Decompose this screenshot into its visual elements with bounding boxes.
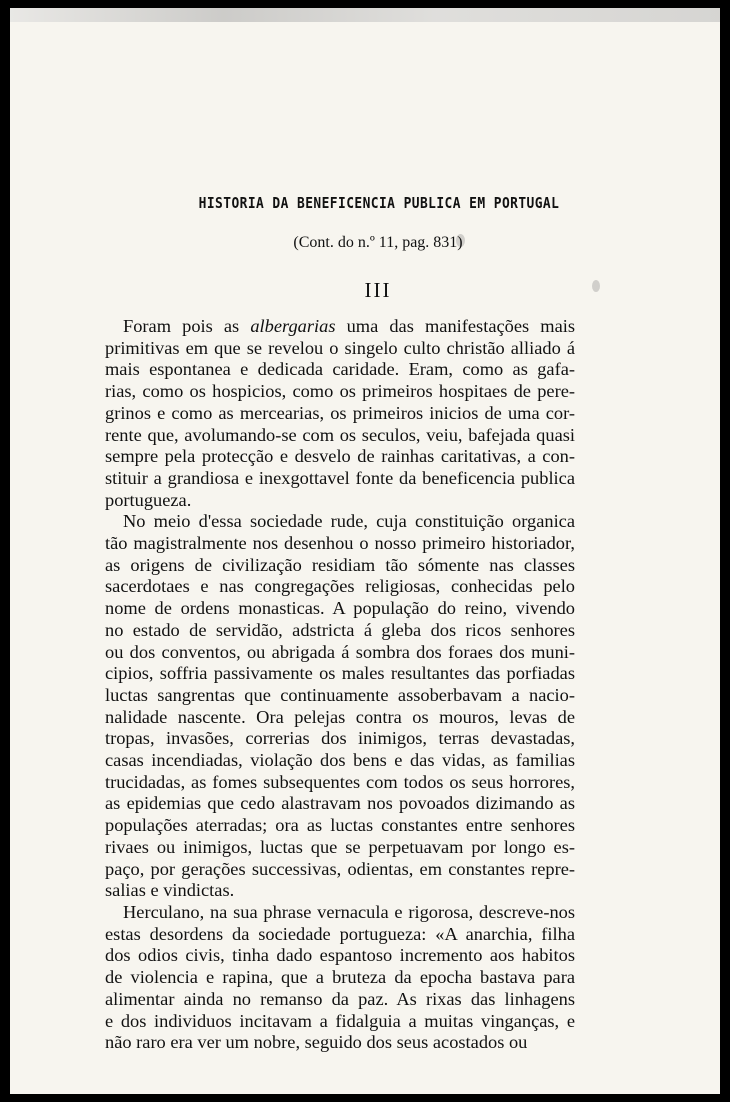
text-segment: no estado de servidão, adstricta á gleba dos ricos senhores — [105, 619, 575, 640]
section-number: III — [364, 278, 392, 302]
text-line — [105, 945, 575, 967]
text-line — [105, 924, 575, 946]
text-line — [105, 381, 575, 403]
text-line — [105, 446, 575, 468]
text-line — [105, 837, 575, 859]
text-line — [105, 1011, 575, 1033]
text-line — [105, 902, 575, 924]
text-line — [105, 793, 575, 815]
text-segment: uma das manifestações mais — [335, 316, 575, 336]
text-segment: nome de ordens monasticas. A população do reino, vivendo — [105, 598, 575, 619]
text-segment: luctas sangrentas que continuamente assoberbavam a nacio- — [105, 684, 575, 705]
text-line — [105, 555, 575, 577]
text-line — [105, 815, 575, 837]
text-segment: nalidade nascente. Ora pelejas contra os mouros, levas de — [105, 706, 575, 727]
article-title: HISTORIA DA BENEFICENCIA PUBLICA EM PORTUGAL — [198, 194, 560, 212]
text-segment: portugueza. — [105, 489, 192, 510]
text-segment: Herculano, na sua phrase vernacula e rigorosa, descreve-nos — [123, 901, 575, 922]
text-segment: rias, como os hospicios, como os primeiros hospitaes de pere- — [105, 381, 575, 402]
document-page — [10, 8, 720, 1094]
text-segment: rivaes ou inimigos, luctas que se perpetuavam por longo es- — [105, 836, 575, 857]
text-segment: salias e vindictas. — [105, 880, 235, 901]
text-line — [105, 620, 575, 642]
text-line — [105, 316, 575, 338]
text-segment: e dos individuos incitavam a fidalguia a muitas vinganças, e — [105, 1010, 575, 1031]
text-line — [105, 880, 575, 902]
text-segment: alimentar ainda no remanso da paz. As rixas das linhagens — [105, 988, 575, 1009]
text-segment: albergarias — [250, 316, 336, 336]
text-line — [105, 490, 575, 512]
text-line — [105, 425, 575, 447]
text-segment: stituir a grandiosa e inexgottavel fonte da beneficencia publica — [105, 467, 575, 488]
text-segment: rente que, avolumando-se com os seculos, veiu, bafejada quasi — [105, 424, 575, 445]
text-line — [105, 859, 575, 881]
text-segment: estas desordens da sociedade portugueza: «A anarchia, filha — [105, 923, 575, 944]
text-segment: não raro era ver um nobre, seguido dos seus acostados ou — [105, 1032, 528, 1053]
text-line — [105, 663, 575, 685]
text-segment: de violencia e rapina, que a bruteza da epocha bastava para — [105, 967, 575, 988]
text-line — [105, 468, 575, 490]
text-segment: casas incendiadas, violação dos bens e das vidas, as familias — [105, 750, 575, 771]
text-line — [105, 989, 575, 1011]
text-segment: paço, por gerações successivas, odientas, em constantes repre- — [105, 858, 575, 879]
text-segment: as origens de civilização residiam tão sómente nas classes — [105, 554, 575, 575]
text-segment: ou dos conventos, ou abrigada á sombra dos foraes dos muni- — [105, 641, 575, 662]
text-segment: as epidemias que cedo alastravam nos povoados dizimando as — [105, 793, 575, 814]
text-segment: populações aterradas; ora as luctas constantes entre senhores — [105, 815, 575, 836]
text-line — [105, 1032, 575, 1054]
text-line — [105, 967, 575, 989]
text-segment: No meio d'essa sociedade rude, cuja constituição organica — [123, 511, 575, 532]
text-line — [105, 576, 575, 598]
scan-edge — [10, 8, 720, 22]
text-line — [105, 685, 575, 707]
text-line — [105, 338, 575, 360]
text-segment: mais espontanea e dedicada caridade. Eram, como as gafa- — [105, 359, 575, 380]
text-line — [105, 772, 575, 794]
text-segment: sacerdotaes e nas congregações religiosas, conhecidas pelo — [105, 576, 575, 597]
text-segment: grinos e como as mercearias, os primeiros inicios de uma cor- — [105, 402, 575, 423]
text-segment: Foram pois as — [123, 316, 251, 336]
text-segment: cipios, soffria passivamente os males resultantes das porfiadas — [105, 663, 575, 684]
text-segment: tropas, invasões, correrias dos inimigos, terras devastadas, — [105, 728, 575, 749]
text-line — [105, 728, 575, 750]
text-line — [105, 707, 575, 729]
text-line — [105, 533, 575, 555]
article-body — [105, 316, 575, 1054]
text-line — [105, 642, 575, 664]
text-line — [105, 359, 575, 381]
continuation-note: (Cont. do n.º 11, pag. 831) — [293, 234, 463, 251]
text-line — [105, 403, 575, 425]
text-segment: trucidadas, as fomes subsequentes com todos os seus horrores, — [105, 771, 575, 792]
text-line — [105, 750, 575, 772]
text-line — [105, 511, 575, 533]
text-segment: tão magistralmente nos desenhou o nosso primeiro historiador, — [105, 533, 575, 554]
text-segment: sempre pela protecção e desvelo de rainhas caritativas, a con- — [105, 446, 575, 467]
text-segment: primitivas em que se revelou o singelo culto christão alliado á — [105, 337, 575, 358]
text-segment: dos odios civis, tinha dado espantoso incremento aos habitos — [105, 945, 575, 966]
text-line — [105, 598, 575, 620]
